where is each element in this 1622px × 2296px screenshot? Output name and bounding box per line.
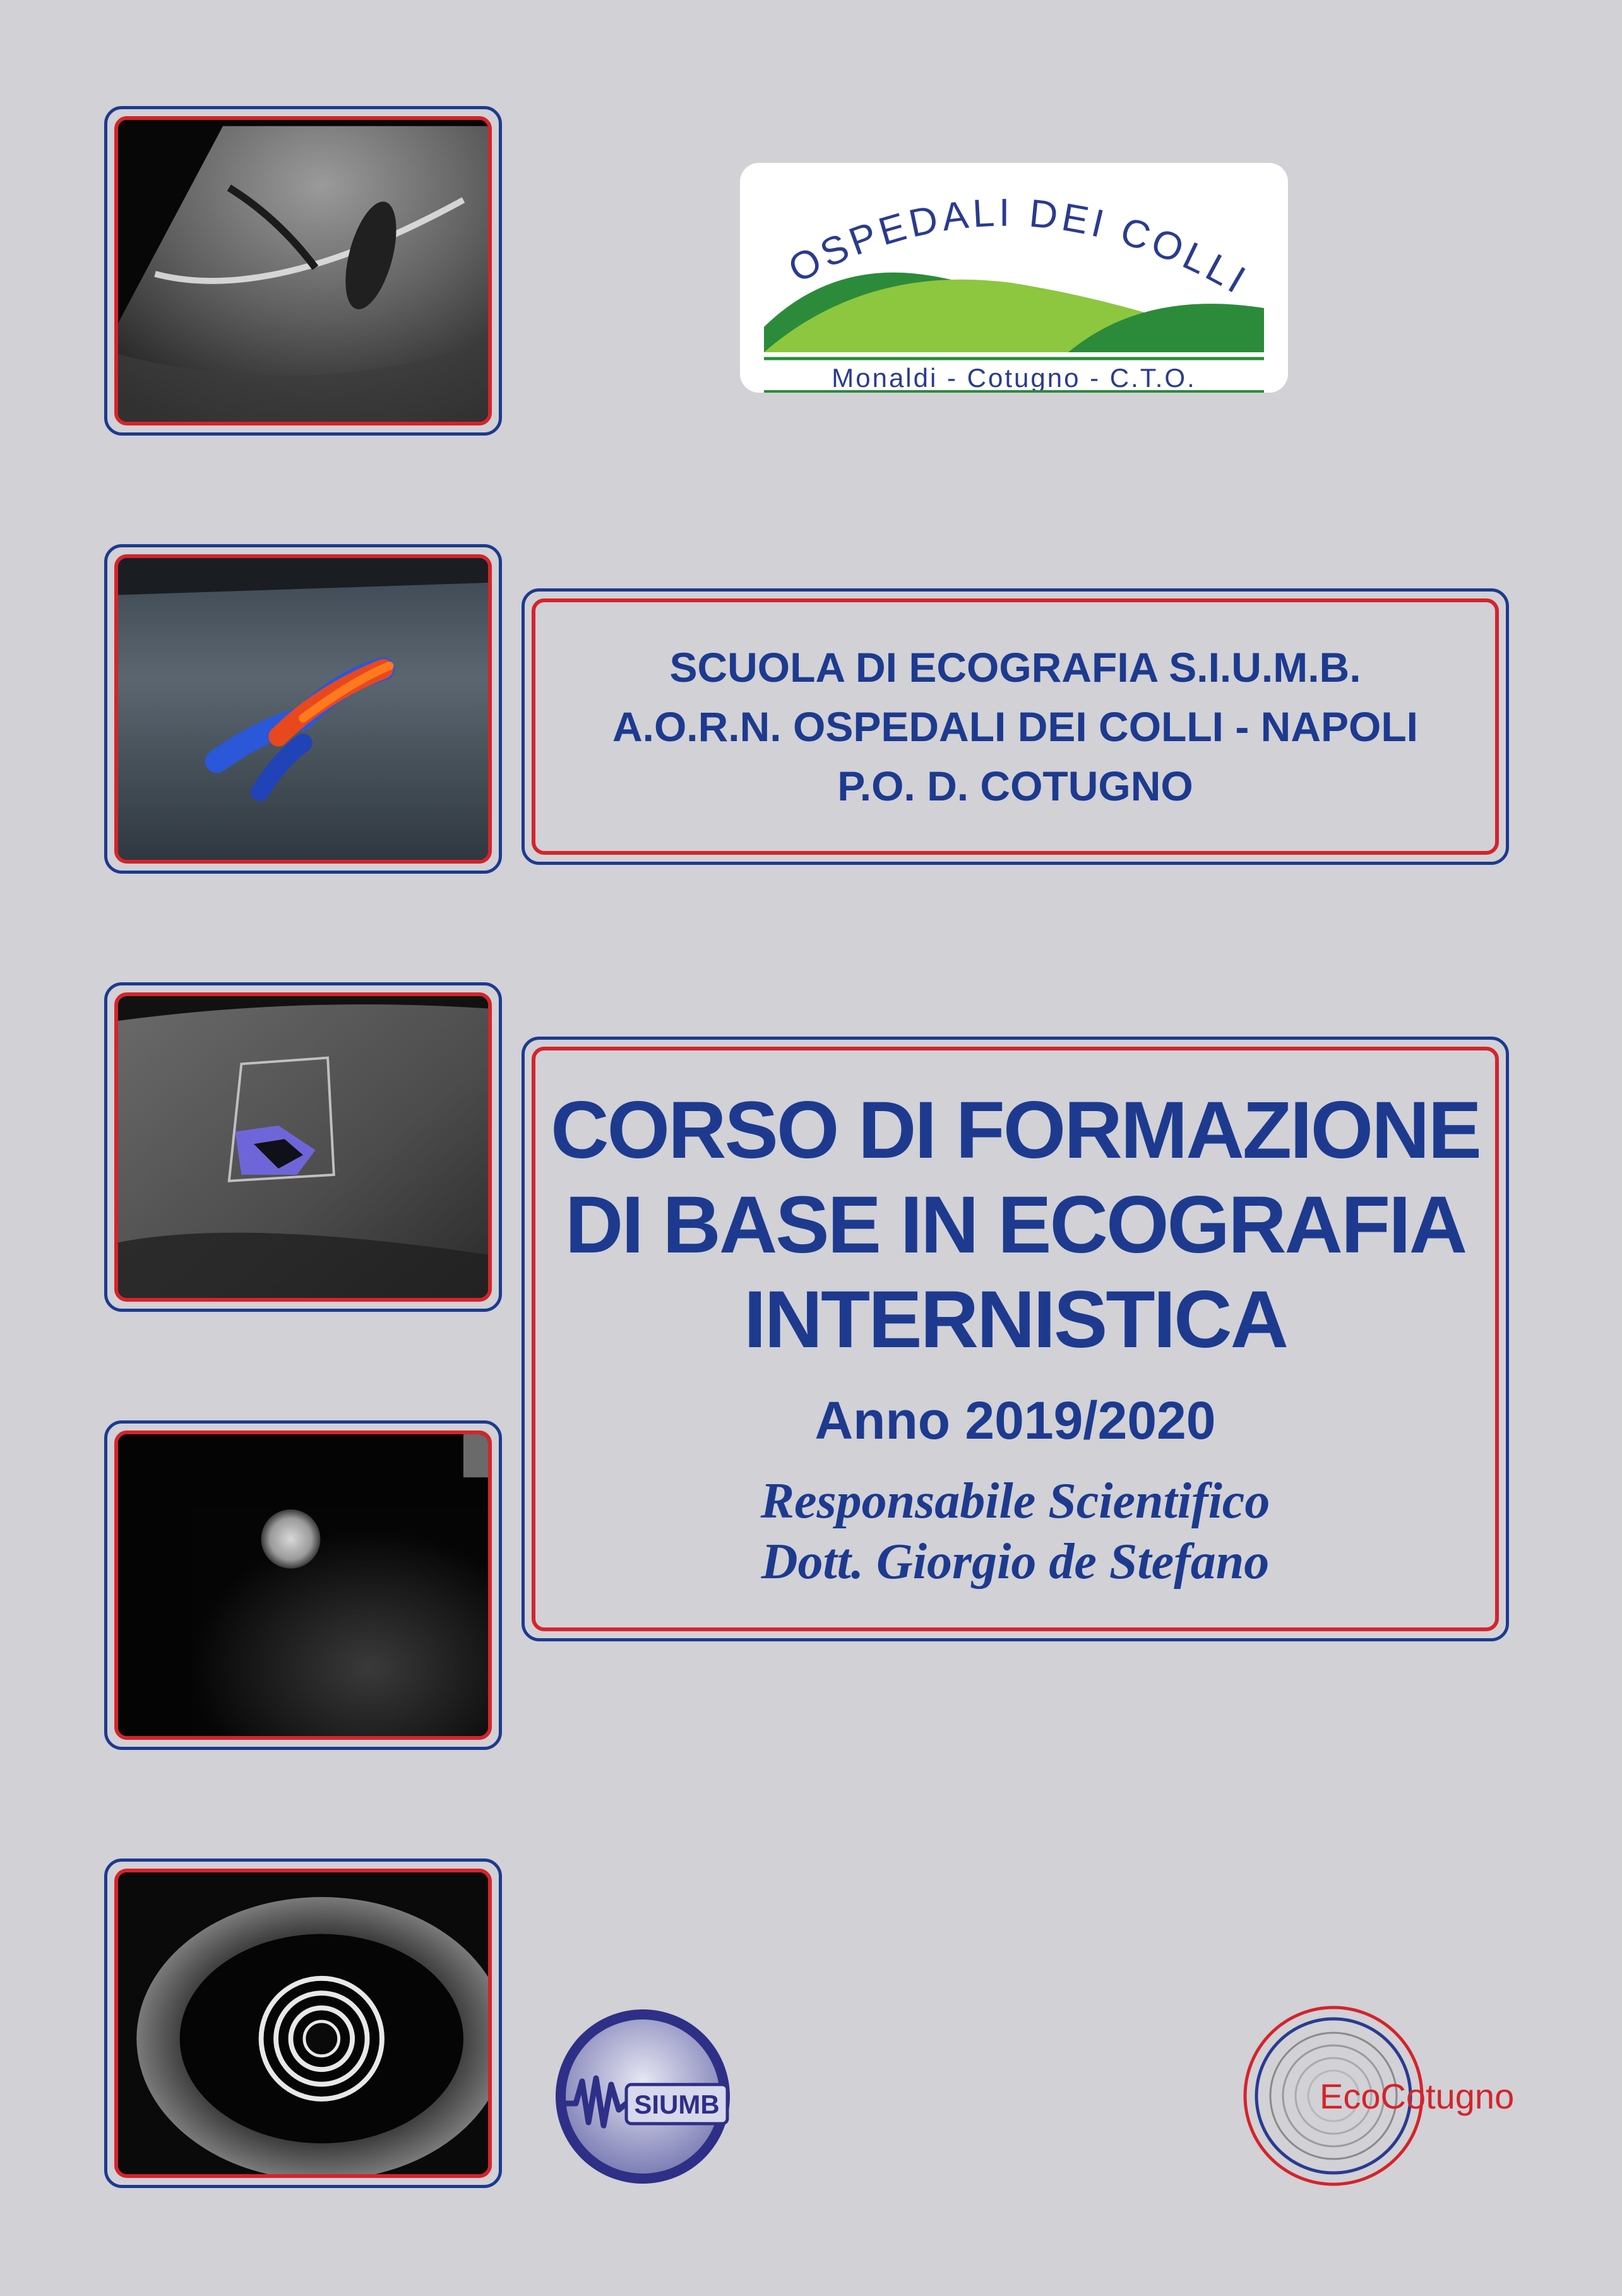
siumb-logo <box>551 2002 735 2191</box>
ecocotugno-logo <box>1239 2001 1517 2191</box>
course-title-line-3: INTERNISTICA <box>744 1275 1287 1365</box>
thumbnail-liver-ultrasound <box>104 106 502 436</box>
endoscopic-ultrasound-rings-image <box>118 1872 488 2174</box>
hospital-name: A.O.R.N. OSPEDALI DEI COLLI - NAPOLI <box>612 703 1419 750</box>
school-info-box <box>522 588 1509 865</box>
logo-arc-text: OSPEDALI DEI COLLI <box>781 191 1256 304</box>
responsible-label: Responsabile Scientifico <box>760 1473 1270 1529</box>
course-info-box <box>522 1037 1509 1641</box>
school-name: SCUOLA DI ECOGRAFIA S.I.U.M.B. <box>669 644 1361 691</box>
ultrasound-contrast-nodule-image <box>118 1434 488 1736</box>
ultrasound-doppler-box-image <box>118 996 488 1298</box>
ultrasound-liver-image <box>118 120 488 422</box>
responsible-name: Dott. Giorgio de Stefano <box>761 1534 1270 1590</box>
course-title-line-2: DI BASE IN ECOGRAFIA <box>564 1180 1466 1270</box>
thumbnail-doppler-box <box>104 982 502 1312</box>
ospedali-dei-colli-logo <box>740 163 1288 393</box>
thumbnail-contrast-nodule <box>104 1420 502 1750</box>
course-year: Anno 2019/2020 <box>814 1391 1216 1450</box>
siumb-logo-text: SIUMB <box>634 2090 720 2119</box>
facility-name: P.O. D. COTUGNO <box>837 763 1193 809</box>
thumbnail-eus-rings <box>104 1859 502 2188</box>
ultrasound-color-doppler-image <box>118 558 488 860</box>
course-title-line-1: CORSO DI FORMAZIONE <box>551 1085 1480 1175</box>
logo-subtitle: Monaldi - Cotugno - C.T.O. <box>832 363 1196 393</box>
ecocotugno-logo-text: EcoCotugno <box>1320 2076 1515 2116</box>
thumbnail-color-doppler <box>104 544 502 874</box>
